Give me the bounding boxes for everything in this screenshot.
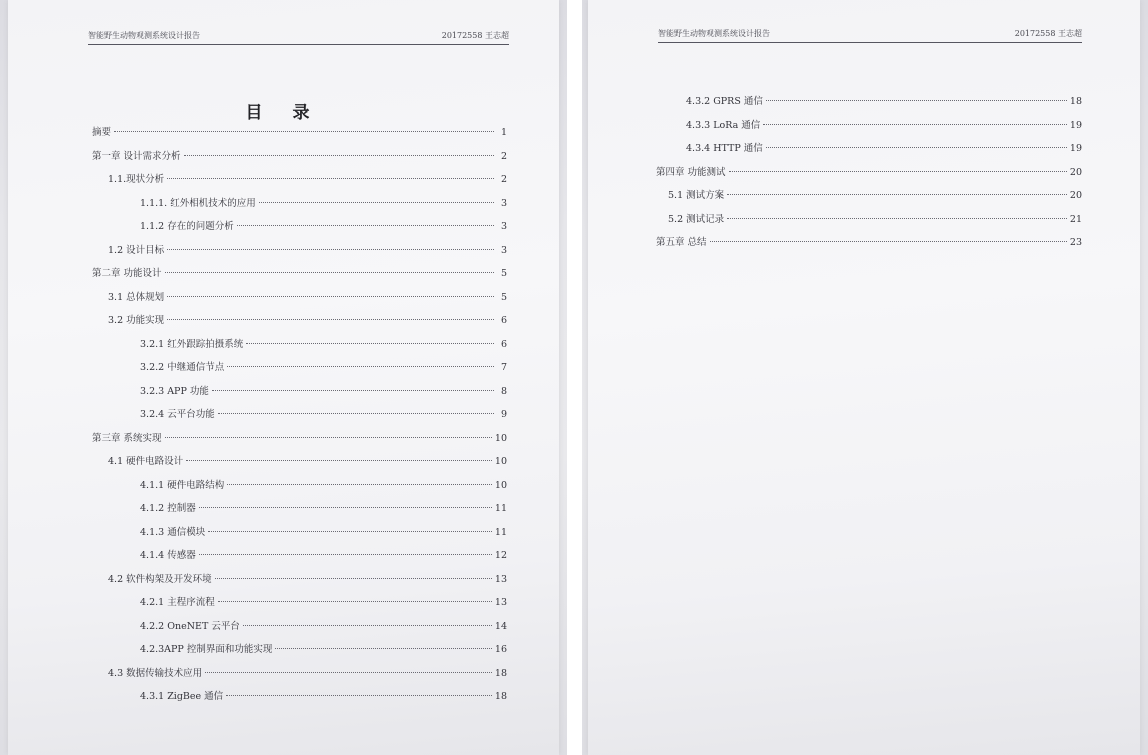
- toc-entry-page: 13: [494, 597, 507, 608]
- toc-entry-page: 6: [500, 315, 507, 326]
- toc-dot-leader: [727, 218, 1067, 219]
- toc-dot-leader: [167, 178, 494, 179]
- toc-entry-label: 3.2.1 红外跟踪拍摄系统: [140, 338, 244, 350]
- toc-entry: [92, 571, 507, 595]
- toc-entry-label: 4.1.1 硬件电路结构: [140, 479, 225, 491]
- toc-entry-label: 3.2 功能实现: [108, 315, 165, 326]
- toc-entry-label: 4.3 数据传输技术应用: [108, 667, 203, 679]
- toc-dot-leader: [259, 202, 494, 203]
- toc-entry: [92, 124, 507, 148]
- toc-entry-label: 4.3.2 GPRS 通信: [686, 96, 763, 107]
- toc-entry-label: 1.1.现状分析: [108, 174, 165, 185]
- student-id-name: 20172558 王志超: [441, 31, 509, 40]
- toc-heading: 目 录: [245, 103, 322, 123]
- student-id-name: 20172558 王志超: [1014, 29, 1082, 38]
- toc-entry: [92, 312, 507, 336]
- toc-entry: [92, 430, 507, 454]
- toc-entry-label: 5.1 测试方案: [668, 190, 725, 201]
- toc-dot-leader: [218, 601, 492, 602]
- toc-dot-leader: [165, 272, 494, 273]
- toc-entry: [656, 140, 1082, 164]
- toc-entry-page: 1: [500, 127, 507, 138]
- toc-dot-leader: [766, 147, 1067, 148]
- toc-entry: [656, 234, 1082, 258]
- toc-entry-page: 3: [500, 197, 507, 209]
- toc-entry-label: 4.1.4 传感器: [140, 550, 196, 561]
- toc-entry-label: 1.2 设计目标: [108, 244, 165, 256]
- toc-entry-page: 10: [494, 432, 507, 444]
- toc-entry-page: 18: [494, 691, 507, 702]
- toc-entry-label: 4.3.3 LoRa 通信: [686, 119, 761, 131]
- toc-entry-label: 第一章 设计需求分析: [92, 150, 181, 162]
- report-title: 智能野生动物观测系统设计报告: [658, 29, 770, 38]
- toc-dot-leader: [763, 124, 1067, 125]
- toc-list-left: [92, 124, 507, 712]
- toc-entry: [92, 477, 507, 501]
- toc-entry: [92, 594, 507, 618]
- toc-entry: [92, 500, 507, 524]
- toc-entry-label: 第三章 系统实现: [92, 432, 162, 444]
- toc-entry-page: 6: [500, 338, 507, 350]
- right-page-sheet: [588, 0, 1140, 755]
- toc-dot-leader: [205, 672, 492, 673]
- toc-entry-page: 5: [500, 268, 507, 279]
- toc-entry-page: 16: [494, 644, 507, 655]
- toc-dot-leader: [199, 554, 492, 555]
- toc-entry-page: 8: [500, 385, 507, 397]
- toc-entry-label: 3.1 总体规划: [108, 291, 165, 303]
- toc-dot-leader: [208, 531, 492, 532]
- toc-entry-label: 4.3.1 ZigBee 通信: [140, 691, 224, 702]
- toc-entry-page: 19: [1069, 119, 1082, 131]
- toc-entry: [92, 336, 507, 360]
- toc-entry: [92, 383, 507, 407]
- toc-entry: [92, 218, 507, 242]
- toc-dot-leader: [227, 484, 492, 485]
- toc-dot-leader: [165, 437, 492, 438]
- toc-entry-page: 21: [1069, 213, 1082, 225]
- toc-entry: [656, 117, 1082, 141]
- toc-entry: [92, 406, 507, 430]
- toc-dot-leader: [218, 413, 494, 414]
- toc-entry-page: 10: [494, 456, 507, 467]
- toc-entry-page: 19: [1069, 143, 1082, 154]
- toc-entry-label: 3.2.4 云平台功能: [140, 409, 215, 420]
- toc-entry-page: 3: [500, 221, 507, 232]
- left-page-sheet: [8, 0, 559, 755]
- toc-entry: [92, 195, 507, 219]
- toc-dot-leader: [212, 390, 494, 391]
- toc-entry-label: 4.1 硬件电路设计: [108, 456, 184, 467]
- toc-entry-page: 11: [494, 503, 507, 514]
- toc-entry-label: 1.1.2 存在的问题分析: [140, 221, 234, 232]
- toc-entry-page: 7: [500, 362, 507, 373]
- toc-entry-label: 3.2.2 中继通信节点: [140, 362, 225, 373]
- toc-entry-label: 第四章 功能测试: [656, 166, 726, 178]
- toc-entry: [656, 164, 1082, 188]
- toc-dot-leader: [226, 695, 492, 696]
- toc-entry-label: 4.3.4 HTTP 通信: [686, 143, 763, 154]
- toc-dot-leader: [114, 131, 494, 132]
- toc-entry: [656, 187, 1082, 211]
- toc-entry-page: 5: [500, 291, 507, 303]
- toc-entry-label: 3.2.3 APP 功能: [140, 385, 209, 397]
- toc-entry: [92, 618, 507, 642]
- toc-dot-leader: [275, 648, 492, 649]
- toc-entry: [656, 211, 1082, 235]
- toc-dot-leader: [710, 241, 1067, 242]
- toc-dot-leader: [766, 100, 1067, 101]
- toc-entry-label: 4.1.3 通信模块: [140, 526, 206, 538]
- toc-entry-label: 4.2.1 主程序流程: [140, 597, 215, 608]
- toc-entry: [92, 171, 507, 195]
- toc-dot-leader: [227, 366, 494, 367]
- left-running-header: [88, 30, 509, 45]
- toc-entry-page: 2: [500, 174, 507, 185]
- toc-entry-page: 18: [1069, 96, 1082, 107]
- toc-entry-label: 第五章 总结: [656, 237, 707, 248]
- toc-entry-page: 13: [494, 573, 507, 585]
- toc-dot-leader: [167, 296, 494, 297]
- toc-dot-leader: [184, 155, 494, 156]
- toc-entry: [656, 93, 1082, 117]
- report-title: 智能野生动物观测系统设计报告: [88, 31, 200, 40]
- toc-entry-label: 4.2 软件构架及开发环境: [108, 573, 212, 585]
- toc-dot-leader: [727, 194, 1067, 195]
- toc-entry: [92, 359, 507, 383]
- toc-entry-label: 5.2 测试记录: [668, 213, 725, 225]
- toc-entry: [92, 242, 507, 266]
- toc-entry-page: 2: [500, 150, 507, 162]
- toc-entry-page: 23: [1069, 237, 1082, 248]
- toc-entry-label: 1.1.1. 红外相机技术的应用: [140, 197, 256, 209]
- toc-entry-page: 18: [494, 667, 507, 679]
- toc-entry: [92, 641, 507, 665]
- toc-dot-leader: [237, 225, 494, 226]
- toc-dot-leader: [167, 319, 494, 320]
- toc-entry: [92, 688, 507, 712]
- toc-entry-label: 4.2.3APP 控制界面和功能实现: [140, 644, 273, 655]
- left-page-photo: [0, 0, 567, 755]
- toc-entry: [92, 148, 507, 172]
- toc-entry: [92, 547, 507, 571]
- toc-dot-leader: [729, 171, 1067, 172]
- toc-entry: [92, 524, 507, 548]
- toc-entry-page: 20: [1069, 166, 1082, 178]
- toc-entry: [92, 265, 507, 289]
- toc-dot-leader: [215, 578, 492, 579]
- toc-entry-page: 14: [494, 620, 507, 632]
- right-running-header: [658, 28, 1082, 43]
- toc-entry-label: 摘要: [92, 127, 112, 138]
- toc-entry: [92, 453, 507, 477]
- toc-entry-page: 12: [494, 550, 507, 561]
- toc-entry-page: 9: [500, 409, 507, 420]
- toc-entry-label: 4.2.2 OneNET 云平台: [140, 620, 240, 632]
- toc-entry-page: 3: [500, 244, 507, 256]
- toc-dot-leader: [246, 343, 494, 344]
- toc-entry-page: 20: [1069, 190, 1082, 201]
- toc-list-right: [656, 93, 1082, 258]
- toc-entry-label: 第二章 功能设计: [92, 268, 162, 279]
- toc-entry: [92, 289, 507, 313]
- toc-dot-leader: [243, 625, 492, 626]
- toc-entry-page: 11: [494, 526, 507, 538]
- toc-entry-page: 10: [494, 479, 507, 491]
- toc-entry-label: 4.1.2 控制器: [140, 503, 196, 514]
- toc-dot-leader: [199, 507, 492, 508]
- toc-dot-leader: [186, 460, 492, 461]
- toc-dot-leader: [167, 249, 494, 250]
- right-page-photo: [582, 0, 1148, 755]
- toc-entry: [92, 665, 507, 689]
